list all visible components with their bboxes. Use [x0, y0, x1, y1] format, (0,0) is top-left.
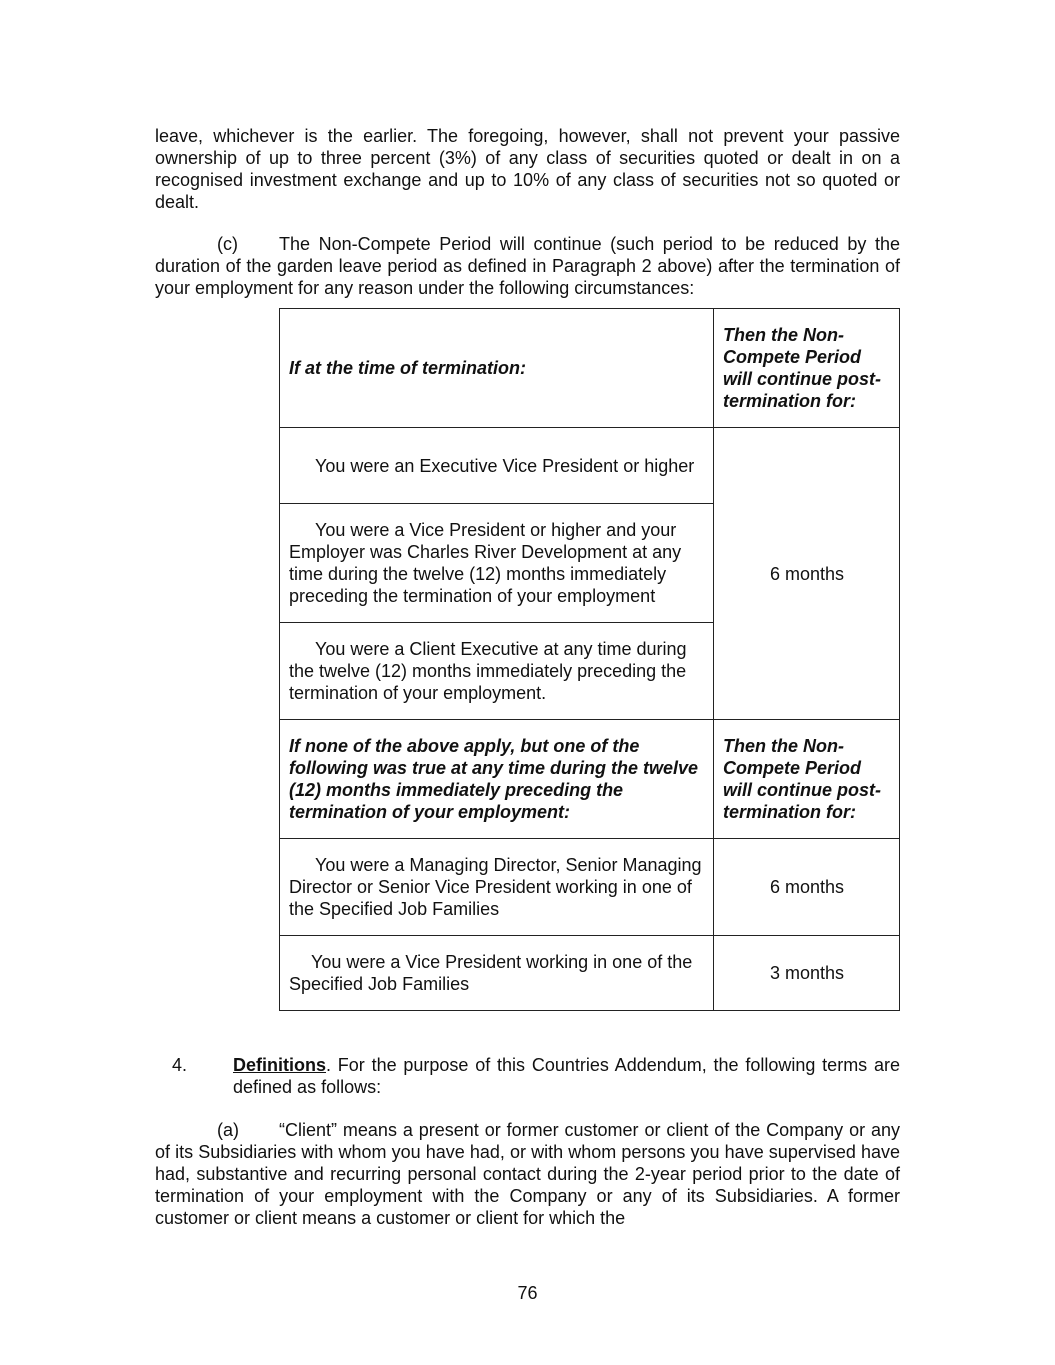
- section-4-number: 4.: [172, 1055, 188, 1075]
- table-header-row-1: [280, 309, 900, 428]
- paragraph-c: [155, 233, 900, 299]
- period-cell: 6 months: [714, 839, 900, 936]
- condition-text: You were a Vice President working in one of the Specified Job Families: [289, 952, 693, 994]
- paragraph-a-label: (a): [217, 1120, 239, 1140]
- header1-right-cell: Then the Non-Compete Period will continue post-termination for:: [714, 309, 900, 428]
- header2-left-cell: If none of the above apply, but one of the following was true at any time during the twelve (12) months immediately preceding the termination of your employment:: [280, 720, 714, 839]
- condition-text: You were a Vice President or higher and your Employer was Charles River Development at any time during the twelve (12) months immediately preceding the termination of your employment: [289, 520, 682, 606]
- paragraph-c-label: (c): [217, 234, 238, 254]
- condition-cell: [280, 623, 714, 720]
- condition-text: You were a Client Executive at any time during the twelve (12) months immediately preceding the termination of your employment.: [289, 639, 687, 703]
- condition-text: You were a Managing Director, Senior Managing Director or Senior Vice President working in one of the Specified Job Families: [289, 855, 702, 919]
- condition-text: You were an Executive Vice President or higher: [315, 455, 695, 476]
- table-row: [280, 428, 900, 504]
- table-row: [280, 936, 900, 1011]
- condition-cell: [280, 504, 714, 623]
- period-cell: 3 months: [714, 936, 900, 1011]
- section-4-text: . For the purpose of this Countries Addendum, the following terms are defined as follows:: [233, 1055, 900, 1097]
- paragraph-top: leave, whichever is the earlier. The foregoing, however, shall not prevent your passive ownership of up to three percent (3%) of any class of securities quoted or dealt in on a recognised investment exchange and up to 10% of any class of securities not so quoted or dealt.: [155, 126, 900, 212]
- condition-cell: [280, 839, 714, 936]
- paragraph-a-text: “Client” means a present or former customer or client of the Company or any of its Subsidiaries with whom you have had, or with whom persons you have supervised have had, substantive and recurring personal contact during the 2-year period prior to the date of termination of your employment with the Company or any of its Subsidiaries. A former customer or client means a customer or client for which the: [155, 1120, 900, 1228]
- paragraph-a: [155, 1119, 900, 1229]
- header1-left-cell: If at the time of termination:: [280, 309, 714, 428]
- non-compete-table: [279, 308, 900, 1011]
- page-number: 76: [517, 1283, 538, 1303]
- table-row: [280, 839, 900, 936]
- paragraph-c-text: The Non-Compete Period will continue (such period to be reduced by the duration of the garden leave period as defined in Paragraph 2 above) after the termination of your employment for any reason under the following circumstances:: [155, 234, 900, 298]
- header2-right-cell: Then the Non-Compete Period will continue post-termination for:: [714, 720, 900, 839]
- condition-cell: [280, 936, 714, 1011]
- definitions-heading: Definitions: [233, 1055, 326, 1075]
- section-4-body: [233, 1054, 900, 1098]
- condition-cell: [280, 428, 714, 504]
- table-header-row-2: [280, 720, 900, 839]
- period-cell-group1: 6 months: [714, 428, 900, 720]
